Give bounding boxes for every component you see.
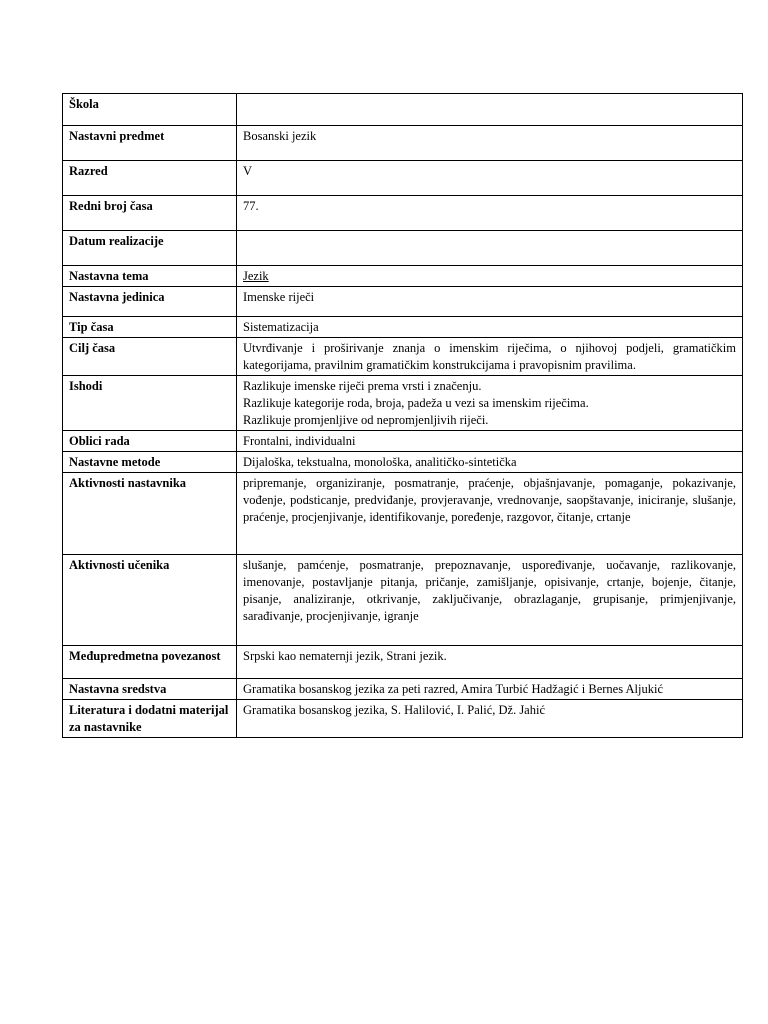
row-label: Nastavna jedinica (63, 287, 237, 317)
row-nastavna-tema (63, 266, 743, 287)
row-value (237, 266, 743, 287)
row-nastavna-sredstva (63, 679, 743, 700)
row-label: Razred (63, 161, 237, 196)
row-value (237, 376, 743, 431)
row-label: Aktivnosti nastavnika (63, 473, 237, 555)
row-value (237, 94, 743, 126)
row-aktivnosti-nastavnika (63, 473, 743, 555)
row-label: Međupredmetna povezanost (63, 646, 237, 679)
row-label: Oblici rada (63, 431, 237, 452)
row-value: Bosanski jezik (237, 126, 743, 161)
row-label: Tip časa (63, 317, 237, 338)
row-aktivnosti-ucenika (63, 555, 743, 646)
row-nastavni-predmet (63, 126, 743, 161)
row-oblici-rada (63, 431, 743, 452)
row-razred (63, 161, 743, 196)
row-value: pripremanje, organiziranje, posmatranje, praćenje, objašnjavanje, pomaganje, pokazivanje, vođenje, podsticanje, predviđanje, provjeravanje, vrednovanje, saopštavanje, iniciranje, slušanje, praćenje, procjenjivanje, identifikovanje, poređenje, razgovor, čitanje, crtanje (237, 473, 743, 555)
row-ishodi (63, 376, 743, 431)
row-label: Aktivnosti učenika (63, 555, 237, 646)
row-label: Nastavna tema (63, 266, 237, 287)
row-label: Škola (63, 94, 237, 126)
row-nastavne-metode (63, 452, 743, 473)
row-value: Utvrđivanje i proširivanje znanja o imenskim riječima, o njihovoj podjeli, gramatičkim kategorijama, pravilnim gramatičkim konstrukcijama i pravopisnim pravilima. (237, 338, 743, 376)
row-value: Srpski kao nematernji jezik, Strani jezik. (237, 646, 743, 679)
row-value: Dijaloška, tekstualna, monološka, analitičko-sintetička (237, 452, 743, 473)
row-value: Frontalni, individualni (237, 431, 743, 452)
row-value: Sistematizacija (237, 317, 743, 338)
row-value: slušanje, pamćenje, posmatranje, prepoznavanje, uspoređivanje, uočavanje, razlikovanje, imenovanje, postavljanje pitanja, pričanje, zamišljanje, opisivanje, crtanje, bojenje, čitanje, pisanje, analiziranje, otkrivanje, zaključivanje, obrazlaganje, grupisanje, primjenjivanje, sarađivanje, procjenjivanje, igranje (237, 555, 743, 646)
row-literatura (63, 700, 743, 738)
topic-text: Jezik (243, 269, 269, 283)
row-value: V (237, 161, 743, 196)
outcome-line: Razlikuje promjenljive od nepromjenljivih riječi. (243, 413, 489, 427)
row-label: Datum realizacije (63, 231, 237, 266)
outcome-line: Razlikuje kategorije roda, broja, padeža u vezi sa imenskim riječima. (243, 396, 589, 410)
row-label: Redni broj časa (63, 196, 237, 231)
row-label: Nastavni predmet (63, 126, 237, 161)
row-value: Imenske riječi (237, 287, 743, 317)
row-cilj-casa (63, 338, 743, 376)
row-value: Gramatika bosanskog jezika za peti razred, Amira Turbić Hadžagić i Bernes Aljukić (237, 679, 743, 700)
row-label: Ishodi (63, 376, 237, 431)
row-label: Nastavna sredstva (63, 679, 237, 700)
row-nastavna-jedinica (63, 287, 743, 317)
row-redni-broj-casa (63, 196, 743, 231)
row-value: 77. (237, 196, 743, 231)
row-value (237, 231, 743, 266)
row-datum-realizacije (63, 231, 743, 266)
row-label: Literatura i dodatni materijal za nastavnike (63, 700, 237, 738)
row-skola (63, 94, 743, 126)
row-medjupredmetna-povezanost (63, 646, 743, 679)
row-label: Nastavne metode (63, 452, 237, 473)
row-value: Gramatika bosanskog jezika, S. Halilović, I. Palić, Dž. Jahić (237, 700, 743, 738)
lesson-plan-table (62, 93, 743, 738)
row-label: Cilj časa (63, 338, 237, 376)
row-tip-casa (63, 317, 743, 338)
outcome-line: Razlikuje imenske riječi prema vrsti i značenju. (243, 379, 482, 393)
